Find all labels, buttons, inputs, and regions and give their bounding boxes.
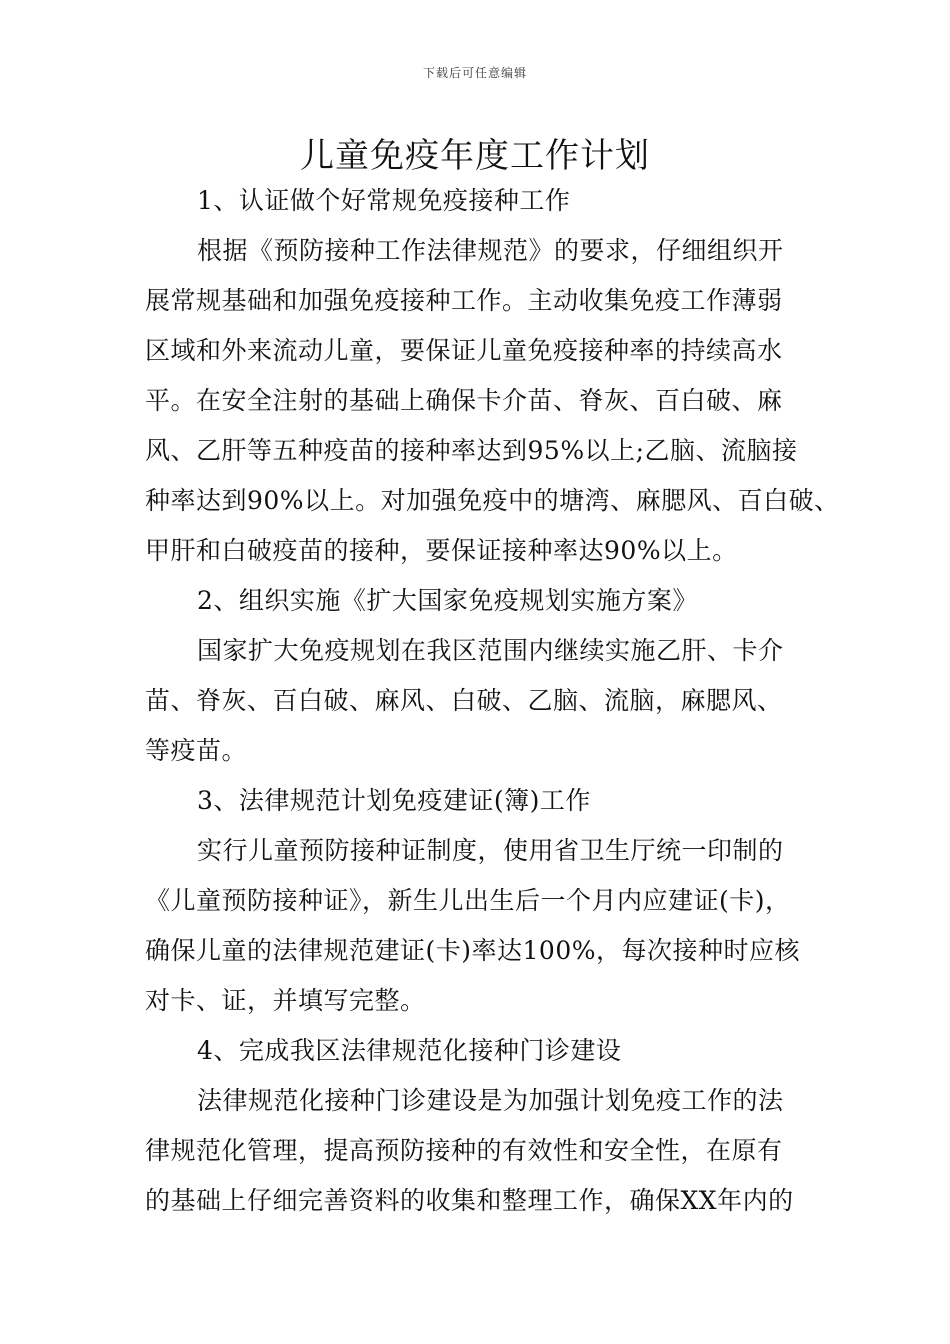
text-line: 展常规基础和加强免疫接种工作。主动收集免疫工作薄弱 (145, 286, 783, 315)
text-line: 国家扩大免疫规划在我区范围内继续实施乙肝、卡介 (197, 636, 784, 665)
text-line: 对卡、证，并填写完整。 (145, 986, 426, 1015)
text-line: 风、乙肝等五种疫苗的接种率达到95%以上;乙脑、流脑接 (145, 436, 798, 465)
text-line: 甲肝和白破疫苗的接种，要保证接种率达90%以上。 (145, 536, 738, 565)
text-line: 苗、脊灰、百白破、麻风、白破、乙脑、流脑，麻腮风、 (145, 686, 783, 715)
text-line: 等疫苗。 (145, 736, 248, 765)
text-line: 律规范化管理，提高预防接种的有效性和安全性，在原有 (145, 1136, 783, 1165)
text-line: 区域和外来流动儿童，要保证儿童免疫接种率的持续高水 (145, 336, 783, 365)
text-line: 3、法律规范计划免疫建证(簿)工作 (197, 786, 591, 815)
text-line: 的基础上仔细完善资料的收集和整理工作，确保XX年内的 (145, 1186, 794, 1215)
text-line: 法律规范化接种门诊建设是为加强计划免疫工作的法 (197, 1086, 784, 1115)
text-line: 种率达到90%以上。对加强免疫中的塘湾、麻腮风、百白破、 (145, 486, 840, 515)
text-line: 4、完成我区法律规范化接种门诊建设 (197, 1036, 622, 1065)
text-line: 2、组织实施《扩大国家免疫规划实施方案》 (197, 586, 698, 615)
text-line: 1、认证做个好常规免疫接种工作 (197, 186, 571, 215)
header-note: 下载后可任意编辑 (422, 66, 527, 80)
text-line: 《儿童预防接种证》，新生儿出生后一个月内应建证(卡)， (145, 886, 791, 915)
text-line: 平。在安全注射的基础上确保卡介苗、脊灰、百白破、麻 (145, 386, 783, 415)
text-line: 实行儿童预防接种证制度，使用省卫生厅统一印制的 (197, 836, 784, 865)
text-line: 根据《预防接种工作法律规范》的要求，仔细组织开 (197, 236, 784, 265)
document-body (145, 176, 840, 1226)
text-line: 确保儿童的法律规范建证(卡)率达100%，每次接种时应核 (145, 936, 800, 965)
document-title: 儿童免疫年度工作计划 (300, 136, 650, 176)
